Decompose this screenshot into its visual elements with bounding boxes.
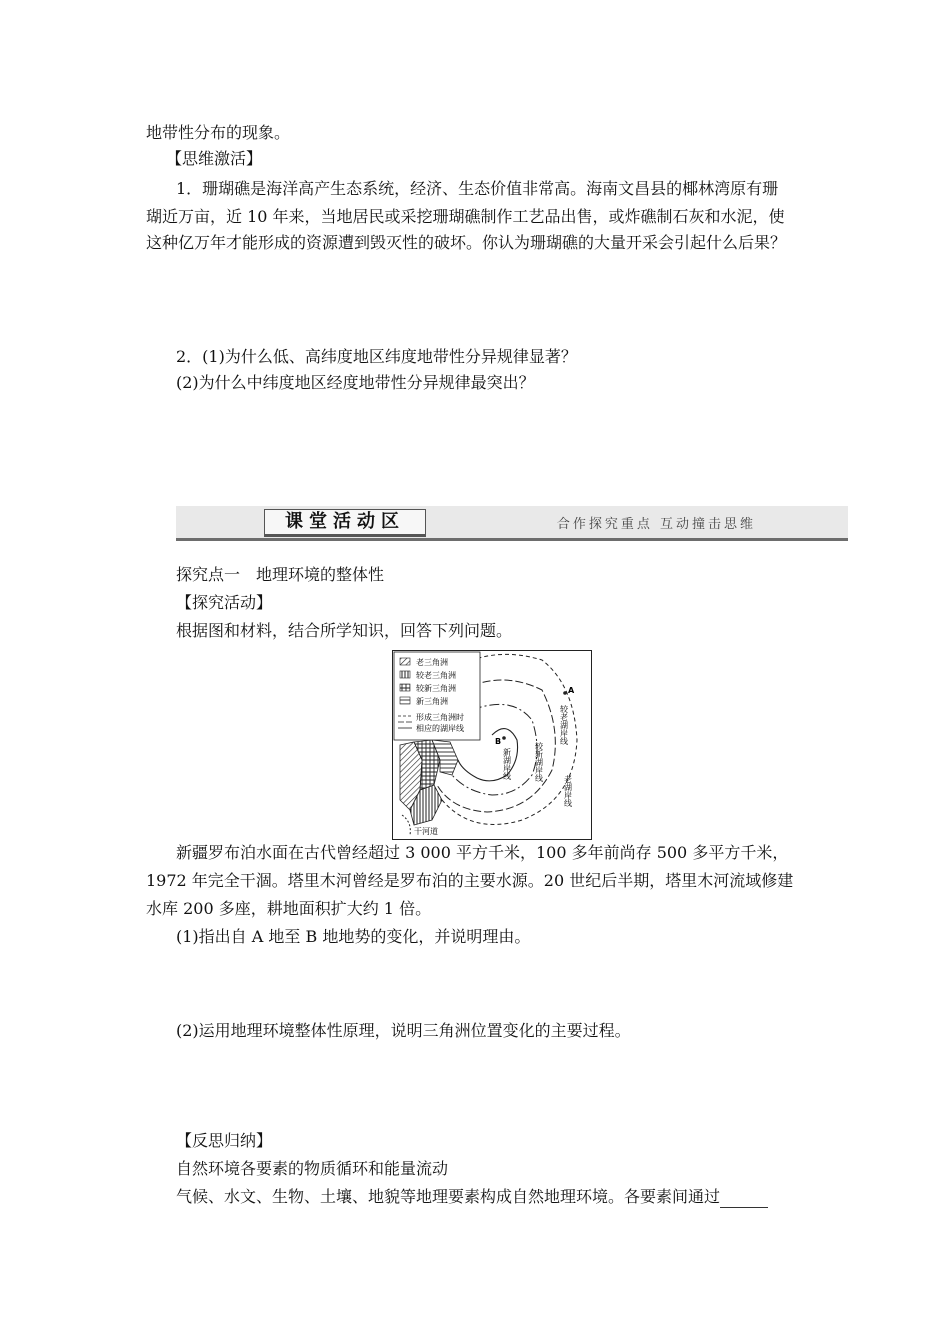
banner-slogan: 合作探究重点 互动撞击思维 bbox=[556, 517, 756, 532]
question-2-part-1: 2．(1)为什么低、高纬度地区纬度地带性分异规律显著？ bbox=[176, 347, 577, 366]
activity-heading: 【探究活动】 bbox=[176, 593, 273, 612]
material-question-2: (2)运用地理环境整体性原理，说明三角洲位置变化的主要过程。 bbox=[176, 1021, 631, 1040]
material-line-1: 新疆罗布泊水面在古代曾经超过 3 000 平方千米，100 多年前尚存 500 多平方千米， bbox=[176, 843, 789, 862]
delta-map bbox=[392, 650, 592, 840]
answer-blank[interactable] bbox=[720, 1191, 768, 1208]
reflection-body-text: 气候、水文、生物、土壤、地貌等地理要素构成自然地理环境。各要素间通过 bbox=[176, 1187, 721, 1206]
label-new-shoreline: 新湖岸线 bbox=[502, 748, 512, 780]
thinking-heading: 【思维激活】 bbox=[166, 149, 263, 168]
legend-swatch-older bbox=[400, 671, 410, 678]
legend-swatch-newer bbox=[400, 684, 410, 691]
legend-label-shoreline-1: 形成三角洲时 bbox=[416, 713, 464, 722]
legend-label-older: 较老三角洲 bbox=[416, 671, 456, 680]
point-b-label: B bbox=[495, 737, 502, 746]
material-line-2: 1972 年完全干涸。塔里木河曾经是罗布泊的主要水源。20 世纪后半期，塔里木河流域修建 bbox=[146, 871, 794, 890]
material-line-3: 水库 200 多座，耕地面积扩大约 1 倍。 bbox=[146, 899, 432, 918]
section-banner bbox=[176, 506, 848, 542]
label-old-shoreline: 老湖岸线 bbox=[563, 775, 573, 807]
banner-title: 课堂活动区 bbox=[264, 509, 426, 537]
legend-label-newer: 较新三角洲 bbox=[416, 684, 456, 693]
label-dry-river: 干河道 bbox=[414, 827, 438, 836]
legend-label-old: 老三角洲 bbox=[416, 658, 448, 667]
legend-swatch-old bbox=[400, 658, 410, 665]
question-1-line-1: 1．珊瑚礁是海洋高产生态系统，经济、生态价值非常高。海南文昌县的椰林湾原有珊 bbox=[176, 179, 779, 198]
reflection-subtitle: 自然环境各要素的物质循环和能量流动 bbox=[176, 1159, 449, 1178]
question-1-line-3: 这种亿万年才能形成的资源遭到毁灭性的破坏。你认为珊瑚礁的大量开采会引起什么后果？ bbox=[146, 233, 787, 252]
material-question-1: (1)指出自 A 地至 B 地地势的变化，并说明理由。 bbox=[176, 927, 531, 946]
question-1-line-2: 瑚近万亩，近 10 年来，当地居民或采挖珊瑚礁制作工艺品出售，或炸礁制石灰和水泥，使 bbox=[146, 207, 785, 226]
instruction-text: 根据图和材料，结合所学知识，回答下列问题。 bbox=[176, 621, 513, 640]
legend-label-shoreline-2: 相应的湖岸线 bbox=[416, 724, 464, 733]
intro-line: 地带性分布的现象。 bbox=[146, 123, 291, 142]
reflection-body bbox=[176, 1186, 768, 1208]
point-b-marker bbox=[502, 736, 506, 740]
reflection-heading: 【反思归纳】 bbox=[176, 1131, 273, 1150]
point-a-label: A bbox=[568, 686, 575, 695]
legend-label-new: 新三角洲 bbox=[416, 697, 448, 706]
banner-rule bbox=[176, 538, 848, 541]
point-a-marker bbox=[563, 691, 567, 695]
exploration-point-title: 探究点一 地理环境的整体性 bbox=[176, 565, 385, 584]
delta-map-figure bbox=[392, 650, 592, 840]
label-older-shoreline: 较老湖岸线 bbox=[559, 705, 569, 745]
label-newer-shoreline: 较新湖岸线 bbox=[534, 742, 544, 782]
question-2-part-2: (2)为什么中纬度地区经度地带性分异规律最突出？ bbox=[176, 373, 535, 392]
legend-swatch-new bbox=[400, 697, 410, 704]
